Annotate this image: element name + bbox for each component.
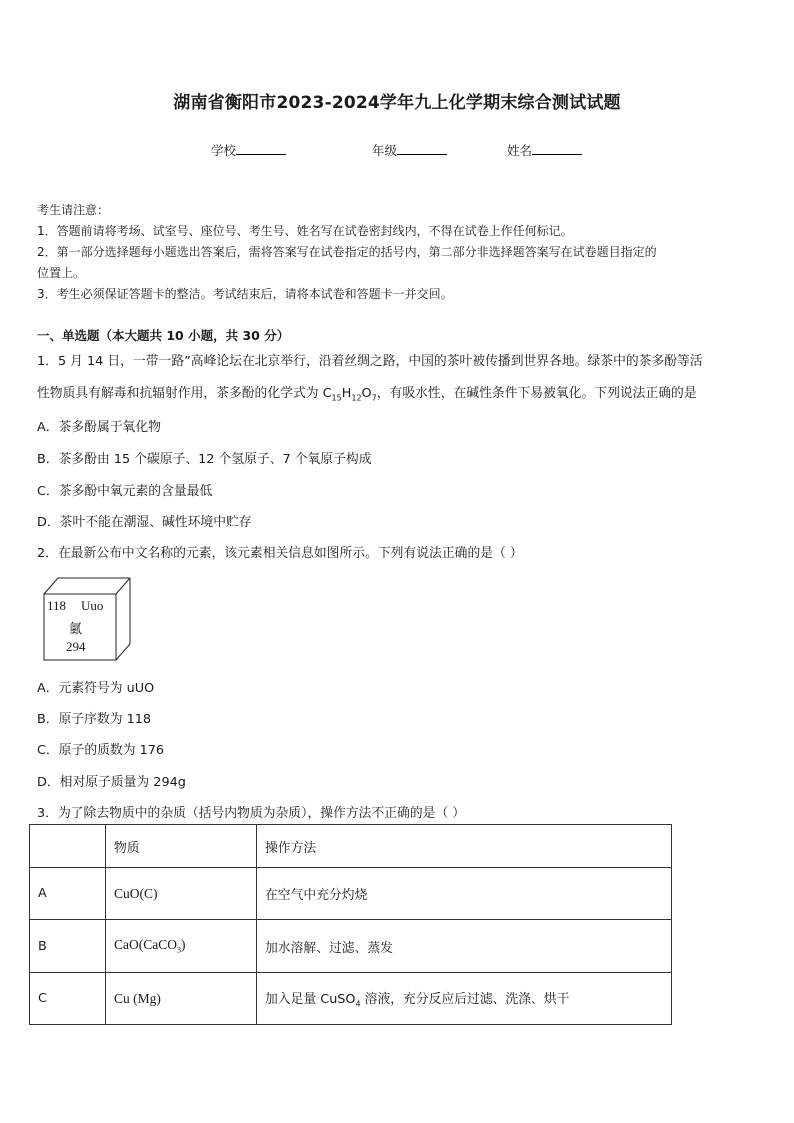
notice-item-2-cont: 位置上。 xyxy=(37,266,86,280)
question-2-text: 2．在最新公布中文名称的元素，该元素相关信息如图所示。下列有说法正确的是（ ） xyxy=(37,546,523,561)
school-field xyxy=(211,141,286,159)
table-header-cell: 物质 xyxy=(106,825,257,868)
name-field xyxy=(507,141,582,159)
table-cell-method: 在空气中充分灼烧 xyxy=(257,868,672,920)
question-1-option-b: B．茶多酚由 15 个碳原子、12 个氢原子、7 个氧原子构成 xyxy=(37,452,372,467)
table-header-row xyxy=(30,825,672,868)
grade-label: 年级 xyxy=(372,143,398,158)
table-cell-label: B xyxy=(30,920,106,973)
notice-heading: 考生请注意： xyxy=(37,203,110,217)
school-blank[interactable] xyxy=(236,142,286,155)
table-cell-substance: Cu (Mg) xyxy=(106,973,257,1025)
element-number: 118 xyxy=(47,598,67,613)
table-header-cell: 操作方法 xyxy=(257,825,672,868)
section-heading: 一、单选题（本大题共 10 小题，共 30 分） xyxy=(37,328,290,343)
notice-item-1: 1．答题前请将考场、试室号、座位号、考生号、姓名写在试卷密封线内，不得在试卷上作任何标记。 xyxy=(37,224,573,238)
notice-item-2: 2．第一部分选择题每小题选出答案后，需将答案写在试卷指定的括号内，第二部分非选择题答案写在试卷题目指定的 xyxy=(37,245,657,259)
table-row xyxy=(30,868,672,920)
table-header-cell xyxy=(30,825,106,868)
element-card-outline xyxy=(40,576,140,666)
name-blank[interactable] xyxy=(532,142,582,155)
page-title: 湖南省衡阳市2023-2024学年九上化学期末综合测试试题 xyxy=(173,93,621,113)
element-name: 鿫 xyxy=(69,622,83,637)
question-2-option-d: D．相对原子质量为 294g xyxy=(37,775,186,790)
question-1-option-a: A．茶多酚属于氧化物 xyxy=(37,420,161,435)
element-mass: 294 xyxy=(66,639,86,654)
element-card xyxy=(40,576,140,666)
question-1-line-2: 性物质具有解毒和抗辐射作用，茶多酚的化学式为 $C_{15}H_{12}O_7$，有吸水性，在碱性条件下易被氧化。下列说法正确的是 xyxy=(37,386,697,403)
table-cell-method: 加水溶解、过滤、蒸发 xyxy=(257,920,672,973)
name-label: 姓名 xyxy=(507,143,533,158)
element-symbol: Uuo xyxy=(81,598,104,613)
question-2-option-a: A．元素符号为 uUO xyxy=(37,681,155,696)
question-3-text: 3．为了除去物质中的杂质（括号内物质为杂质），操作方法不正确的是（ ） xyxy=(37,806,466,821)
notice-item-3: 3．考生必须保证答题卡的整洁。考试结束后，请将本试卷和答题卡一并交回。 xyxy=(37,287,453,301)
table-cell-substance: CuO(C) xyxy=(106,868,257,920)
table-row xyxy=(30,973,672,1025)
question-2-option-c: C．原子的质数为 176 xyxy=(37,743,165,758)
question-2-option-b: B．原子序数为 118 xyxy=(37,712,152,727)
question-1-option-d: D．茶叶不能在潮湿、碱性环境中贮存 xyxy=(37,515,252,530)
question-1-option-c: C．茶多酚中氧元素的含量最低 xyxy=(37,484,213,499)
question-1-line-1: 1．5 月 14 日，一带一路”高峰论坛在北京举行，沿着丝绸之路，中国的茶叶被传播到世界各地。绿茶中的茶多酚等活 xyxy=(37,354,703,369)
table-cell-method: 加入足量 CuSO$_4$ 溶液，充分反应后过滤、洗涤、烘干 xyxy=(257,973,672,1025)
school-label: 学校 xyxy=(211,143,237,158)
question-3-table xyxy=(29,824,672,1025)
table-cell-label: C xyxy=(30,973,106,1025)
table-cell-substance: CaO(CaCO$_3$) xyxy=(106,920,257,973)
table-cell-label: A xyxy=(30,868,106,920)
grade-field xyxy=(372,141,447,159)
grade-blank[interactable] xyxy=(397,142,447,155)
table-row xyxy=(30,920,672,973)
